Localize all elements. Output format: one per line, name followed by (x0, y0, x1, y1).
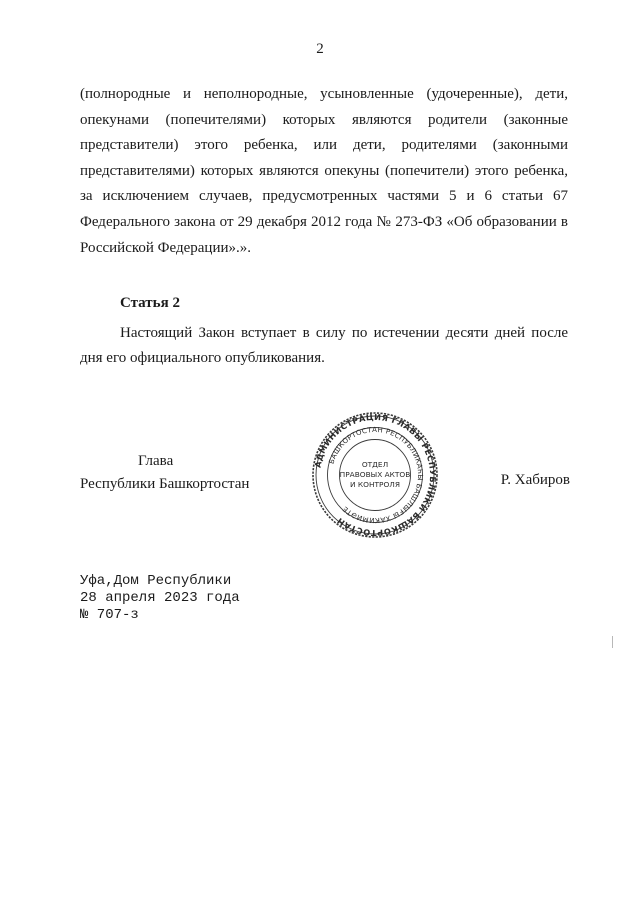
seal-center-line-1: ОТДЕЛ (361, 460, 389, 469)
signatory-title (80, 450, 280, 496)
seal-inner-text: БАШКОРТОСТАН РЕСПУБЛИКАҺЫ БАШЛЫҒЫ ХАКИМИӘТЕ (327, 425, 425, 525)
article-heading: Статья 2 (120, 295, 180, 312)
footer-date: 28 апреля 2023 года (80, 590, 240, 606)
seal-outer-text: АДМИНИСТРАЦИЯ ГЛАВЫ РЕСПУБЛИКИ БАШКОРТОСТАН (312, 411, 439, 539)
article-text: Настоящий Закон вступает в силу по истечении десяти дней после дня его официального опубликования. (80, 324, 568, 367)
signatory-title-line1: Глава (138, 453, 174, 469)
seal-center-line-3: И КОНТРОЛЯ (350, 480, 400, 489)
scan-mark (612, 636, 613, 648)
paragraph-continuation: (полнородные и неполнородные, усыновленные (удочеренные), дети, опекунами (попечителями) которых являются родители (законные представители) этого ребенка, или дети, родителями (законными представителями) которых являются опекуны (попечители) этого ребенка, за исключением случаев, предусмотренных частями 5 и 6 статьи 67 Федерального закона от 29 декабря 2012 года № 273-ФЗ «Об образовании в Российской Федерации».». (80, 86, 568, 256)
document-body (80, 82, 568, 372)
document-footer (80, 573, 240, 624)
footer-number: № 707-з (80, 607, 139, 623)
official-seal (310, 410, 440, 540)
page-number: 2 (316, 41, 324, 57)
seal-center-line-2: ПРАВОВЫХ АКТОВ (339, 470, 411, 479)
signatory-name: Р. Хабиров (500, 472, 570, 488)
signatory-title-line2: Республики Башкортостан (80, 476, 250, 492)
footer-place: Уфа,Дом Республики (80, 573, 232, 589)
